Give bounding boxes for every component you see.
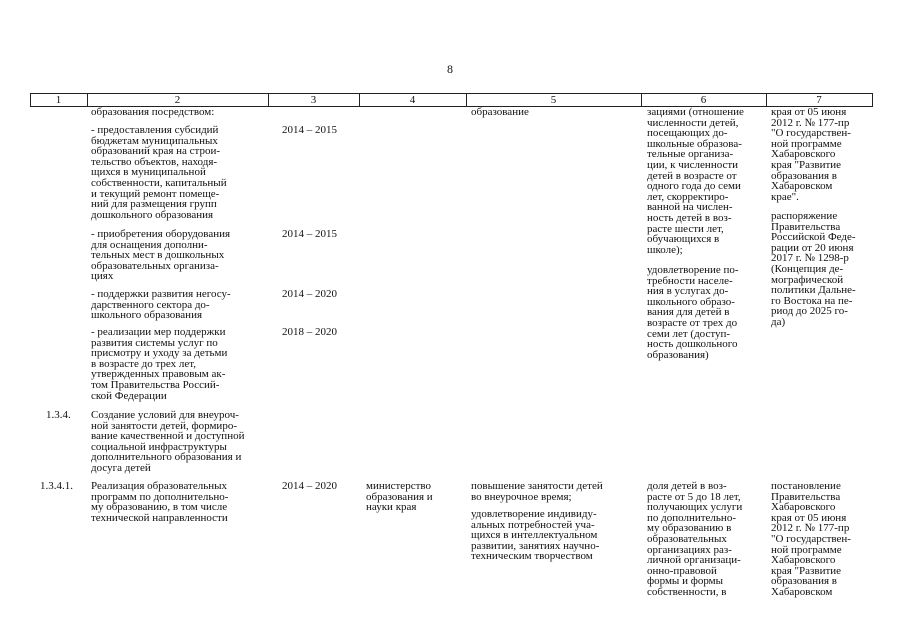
list-item: - реализации мер поддержки развития системы услуг по присмотру и уходу за детьми в возрасте до трех лет, утвержденных правовым ак- том Правительства Россий- ской Федерации <box>91 326 228 402</box>
list-item-period: 2014 – 2015 <box>282 228 337 240</box>
list-item: - приобретения оборудования для оснащения дополни- тельных мест в дошкольных образовательных организа- циях <box>91 228 231 283</box>
list-item-period: 2014 – 2020 <box>282 288 337 300</box>
cont-col7-document: края от 05 июня 2012 г. № 177-пр "О государствен- ной программе Хабаровского края "Развитие образования в Хабаровском крае". <box>771 106 851 203</box>
row-document: постановление Правительства Хабаровского края от 05 июня 2012 г. № 177-пр "О государствен- ной программе Хабаровского края "Развитие образования в Хабаровском <box>771 480 851 598</box>
header-col-3: 3 <box>310 94 317 106</box>
row-result: удовлетворение индивиду- альных потребностей уча- щихся в интеллектуальном развитии, занятиях научно- техническим творчеством <box>471 508 600 563</box>
row-period: 2014 – 2020 <box>282 480 337 492</box>
header-col-5: 5 <box>550 94 557 106</box>
cont-col7-document: распоряжение Правительства Российской Феде- рации от 20 июня 2017 г. № 1298-р (Концепция де- мографической политики Дальне- го Востока на пе- риод до 2025 го- да) <box>771 210 856 328</box>
row-number: 1.3.4.1. <box>40 480 73 492</box>
page-number: 8 <box>447 62 453 76</box>
row-title: Создание условий для внеуроч- ной занятости детей, формиро- вание качественной и доступной социальной инфраструктуры дополнительного образования и досуга детей <box>91 409 245 474</box>
header-col-7: 7 <box>816 94 822 106</box>
row-result: повышение занятости детей во внеурочное время; <box>471 480 603 503</box>
header-col-6: 6 <box>700 94 707 106</box>
cont-col6-indicator: зациями (отношение численности детей, посещающих до- школьные образова- тельные организа- ции, к численности детей в возрасте от одного года до семи лет, скорректиро- ванной на числен- ность детей в воз- расте шести лет, обучающихся в школе); <box>647 106 744 256</box>
header-col-2: 2 <box>174 94 181 106</box>
row-title: Реализация образовательных программ по дополнительно- му образованию, в том числе технической направленности <box>91 480 229 524</box>
row-number: 1.3.4. <box>46 409 71 421</box>
list-item: - предоставления субсидий бюджетам муниципальных образований края на строи- тельство объектов, находя- щихся в муниципальной собственности, капитальный и текущий ремонт помеще- ний для размещения групп дошкольного образования <box>91 124 227 221</box>
list-item-period: 2018 – 2020 <box>282 326 337 338</box>
header-col-4: 4 <box>409 94 416 106</box>
header-col-1: 1 <box>55 94 62 106</box>
row-executor: министерство образования и науки края <box>366 480 433 514</box>
cont-col6-indicator: удовлетворение по- требности населе- ния в услугах до- школьного образо- вания для детей в возрасте от трех до семи лет (доступ- ность дошкольного образования) <box>647 264 739 361</box>
cont-col5-text: образование <box>471 106 529 118</box>
list-item: - поддержки развития негосу- дарственного сектора до- школьного образования <box>91 288 231 322</box>
row-indicator: доля детей в воз- расте от 5 до 18 лет, получающих услуги по дополнительно- му образованию в образовательных организациях раз- личной организаци- онно-правовой формы и формы собственности, в <box>647 480 743 598</box>
cont-col2-heading: образования посредством: <box>91 106 215 118</box>
header-divider <box>872 93 873 106</box>
list-item-period: 2014 – 2015 <box>282 124 337 136</box>
